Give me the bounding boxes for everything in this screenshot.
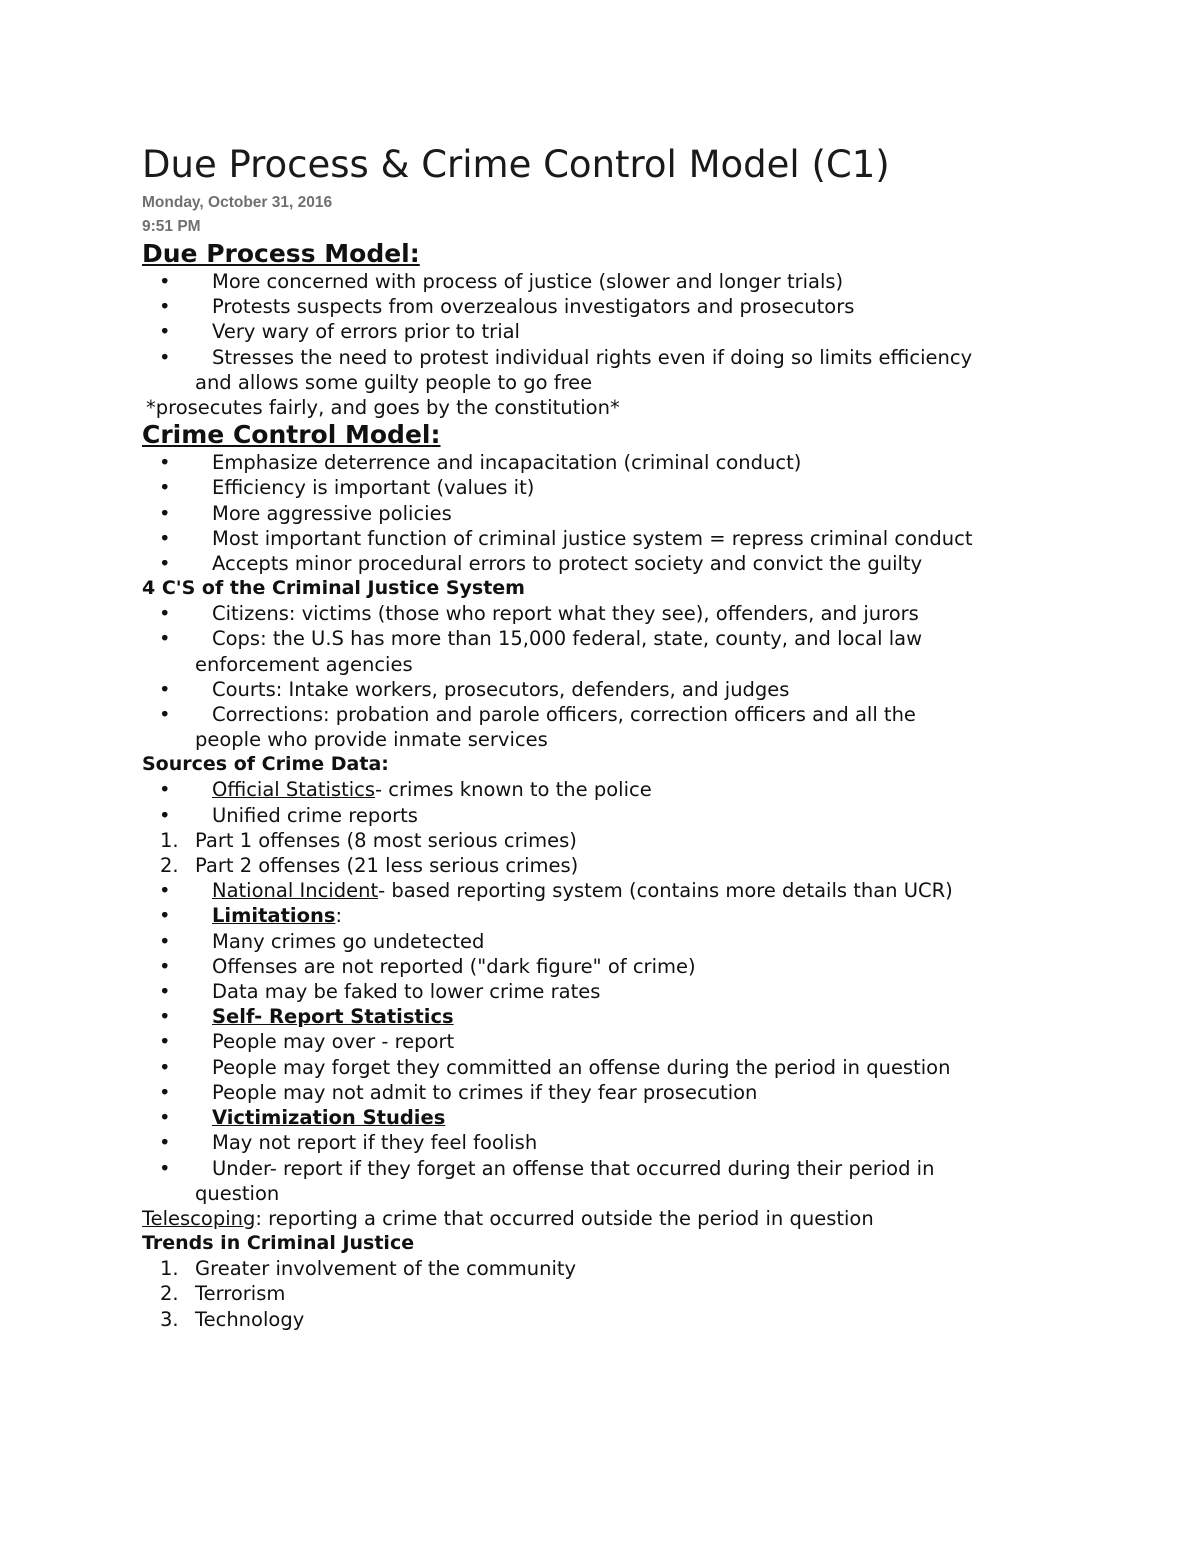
list-item: • Victimization Studies <box>159 1106 446 1130</box>
list-item: • Cops: the U.S has more than 15,000 federal, state, county, and local law <box>159 627 923 651</box>
four-cs-heading: 4 C'S of the Criminal Justice System <box>142 577 525 600</box>
numbered-item: 3. Technology <box>160 1307 305 1331</box>
list-item-continuation: question <box>195 1181 280 1205</box>
telescoping-line: Telescoping: reporting a crime that occurred outside the period in question <box>142 1206 874 1230</box>
numbered-item: 1. Greater involvement of the community <box>160 1257 577 1281</box>
numbered-item: 1. Part 1 offenses (8 most serious crimes) <box>160 828 577 852</box>
list-item: • May not report if they feel foolish <box>159 1131 538 1155</box>
list-item: • Efficiency is important (values it) <box>159 476 535 500</box>
note-date: Monday, October 31, 2016 <box>142 194 333 211</box>
note-time: 9:51 PM <box>142 218 201 235</box>
list-item: • More aggressive policies <box>159 501 452 525</box>
list-item: • People may not admit to crimes if they fear prosecution <box>159 1080 758 1104</box>
list-item: • Citizens: victims (those who report what they see), offenders, and jurors <box>159 602 919 626</box>
list-item: • Many crimes go undetected <box>159 929 485 953</box>
numbered-item: 2. Part 2 offenses (21 less serious crimes) <box>160 854 579 878</box>
list-item: • People may forget they committed an offense during the period in question <box>159 1055 951 1079</box>
page-title: Due Process & Crime Control Model (C1) <box>142 143 890 186</box>
list-item-continuation: people who provide inmate services <box>195 728 548 752</box>
list-item: • Most important function of criminal justice system = repress criminal conduct <box>159 526 973 550</box>
list-item: • Protests suspects from overzealous investigators and prosecutors <box>159 295 855 319</box>
note-content <box>142 143 1142 1332</box>
list-item: • Very wary of errors prior to trial <box>159 320 520 344</box>
list-item: • More concerned with process of justice (slower and longer trials) <box>159 270 844 293</box>
crime-control-heading: Crime Control Model: <box>142 420 441 450</box>
list-item: • Offenses are not reported ("dark figure" of crime) <box>159 954 696 978</box>
list-item: • Courts: Intake workers, prosecutors, defenders, and judges <box>159 677 790 701</box>
due-process-note: *prosecutes fairly, and goes by the constitution* <box>146 396 620 420</box>
list-item: • Data may be faked to lower crime rates <box>159 980 601 1004</box>
list-item: • Corrections: probation and parole officers, correction officers and all the <box>159 703 916 727</box>
list-item: • Stresses the need to protest individual rights even if doing so limits efficiency <box>159 345 973 369</box>
sources-heading: Sources of Crime Data: <box>142 753 389 776</box>
list-item: • Official Statistics- crimes known to the police <box>159 778 652 802</box>
list-item: • National Incident- based reporting system (contains more details than UCR) <box>159 879 953 903</box>
due-process-heading: Due Process Model: <box>142 239 420 268</box>
list-item: • Limitations: <box>159 904 343 928</box>
list-item: • Under- report if they forget an offense that occurred during their period in <box>159 1156 935 1180</box>
list-item-continuation: and allows some guilty people to go free <box>195 370 593 394</box>
list-item: • Self- Report Statistics <box>159 1005 454 1029</box>
list-item: • Accepts minor procedural errors to protect society and convict the guilty <box>159 552 923 576</box>
list-item: • Unified crime reports <box>159 803 418 827</box>
list-item-continuation: enforcement agencies <box>195 652 413 676</box>
trends-heading: Trends in Criminal Justice <box>142 1232 415 1255</box>
numbered-item: 2. Terrorism <box>160 1282 286 1306</box>
list-item: • People may over - report <box>159 1030 455 1054</box>
list-item: • Emphasize deterrence and incapacitation (criminal conduct) <box>159 451 802 475</box>
